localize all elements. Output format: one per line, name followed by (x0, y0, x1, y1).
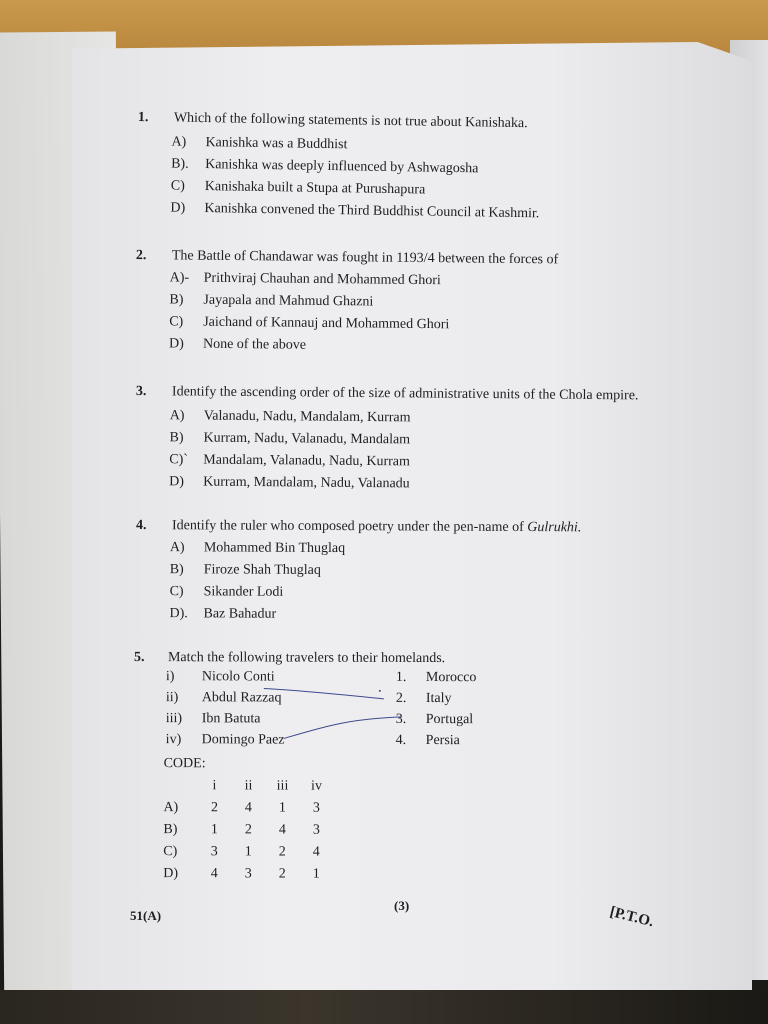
match-right-item: 4. Persia (395, 732, 460, 749)
match-right-item: 1. Morocco (395, 669, 477, 686)
option-d: D) Kanishka convened the Third Buddhist Council at Kashmir. (170, 200, 540, 222)
code-row-d: D) 4 3 2 1 (163, 866, 320, 882)
pen-dot (379, 690, 381, 692)
match-right-item: 3. Portugal (395, 711, 474, 728)
code-row-b: B) 1 2 4 3 (163, 822, 320, 838)
pen-line-1 (264, 688, 384, 698)
question-text: Identify the ruler who composed poetry under the pen-name of Gulrukhi. (171, 518, 582, 536)
code-row-a: A) 2 4 1 3 (163, 800, 320, 816)
option-d: D). Baz Bahadur (169, 606, 277, 622)
option-b: B) Jayapala and Mahmud Ghazni (169, 292, 374, 310)
match-left-item: ii) Abdul Razzaq (165, 690, 282, 706)
question-text: Match the following travelers to their homelands. (167, 650, 446, 667)
question-number: 5. (133, 650, 145, 666)
match-left-item: i) Nicolo Conti (165, 669, 275, 685)
question-text: The Battle of Chandawar was fought in 1193/4 between the forces of (171, 248, 559, 268)
option-c: C) Jaichand of Kannauj and Mohammed Ghori (169, 314, 450, 333)
match-left-item: iv) Domingo Paez (165, 732, 285, 748)
option-b: B) Kurram, Nadu, Valanadu, Mandalam (169, 430, 411, 448)
pen-mark-lines (134, 650, 414, 761)
option-c: C)` Mandalam, Valanadu, Nadu, Kurram (169, 452, 410, 470)
code-header-row: i ii iii iv (212, 778, 322, 794)
page-number: (3) (394, 898, 410, 913)
match-left-item: iii) Ibn Batuta (165, 711, 261, 727)
code-label: CODE: (163, 756, 206, 772)
question-text: Identify the ascending order of the size of administrative units of the Chola empire. (171, 384, 639, 404)
question-number: 4. (135, 518, 147, 534)
option-b: B) Firoze Shah Thuglaq (169, 562, 321, 578)
answer-code-grid (163, 778, 333, 889)
option-d: D) Kurram, Mandalam, Nadu, Valanadu (169, 474, 410, 492)
question-number: 2. (135, 248, 147, 264)
pen-name: Gulrukhi. (527, 520, 582, 536)
pen-line-2 (284, 717, 402, 739)
option-d: D) None of the above (168, 336, 307, 353)
match-right-item: 2. Italy (395, 690, 452, 707)
question-number: 3. (135, 384, 147, 400)
option-b: B). Kanishka was deeply influenced by Ashwagosha (171, 156, 479, 177)
code-row-c: C) 3 1 2 4 (163, 844, 320, 860)
please-turn-over: [P.T.O. (608, 904, 656, 931)
option-a: A) Kanishka was a Buddhist (171, 134, 348, 153)
option-a: A)- Prithviraj Chauhan and Mohammed Ghori (169, 270, 441, 289)
option-a: A) Mohammed Bin Thuglaq (169, 540, 346, 557)
option-c: C) Kanishaka built a Stupa at Purushapura (170, 178, 426, 198)
option-c: C) Sikander Lodi (169, 584, 284, 600)
question-number: 1. (137, 110, 149, 126)
option-a: A) Valanadu, Nadu, Mandalam, Kurram (169, 408, 411, 426)
question-text: Which of the following statements is not true about Kanishaka. (173, 110, 528, 132)
paper-code: 51(A) (130, 908, 162, 923)
